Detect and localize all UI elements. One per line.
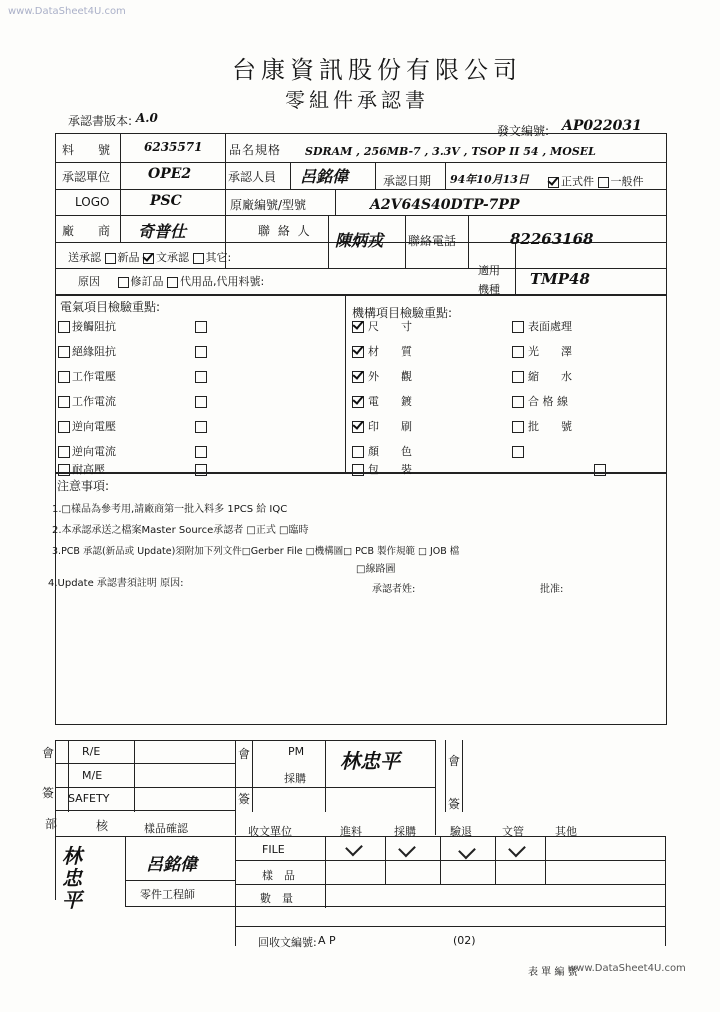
receive-unit-label: 收文單位 bbox=[248, 825, 292, 838]
part-number-label: 料 號 bbox=[62, 143, 111, 157]
other-label: 其它: bbox=[205, 251, 232, 264]
mechanical-checkbox[interactable] bbox=[352, 346, 364, 358]
type-options bbox=[548, 173, 644, 189]
electrical-checkbox[interactable] bbox=[58, 464, 70, 476]
original-part-label: 原廠編號/型號 bbox=[230, 198, 307, 212]
note-4: 4.Update 承認書須註明 原因: bbox=[48, 578, 184, 589]
approval-date-label: 承認日期 bbox=[383, 174, 432, 188]
electrical-title: 電氣項目檢驗重點: bbox=[60, 300, 161, 314]
approval-date-value: 94年10月13日 bbox=[450, 173, 529, 186]
footer-site: www.DataSheet4U.com bbox=[568, 963, 686, 974]
mechanical-item-label-2: 縮 水 bbox=[528, 370, 572, 383]
general-checkbox[interactable] bbox=[598, 177, 609, 188]
safety-label: SAFETY bbox=[68, 792, 110, 805]
electrical-result-checkbox[interactable] bbox=[195, 464, 207, 476]
mechanical-checkbox[interactable] bbox=[352, 321, 364, 333]
mechanical-item-label: 包 裝 bbox=[368, 463, 412, 476]
logo-label: LOGO bbox=[75, 195, 110, 209]
new-checkbox[interactable] bbox=[105, 253, 116, 264]
phone-value: 82263168 bbox=[510, 230, 594, 248]
engineer-title: 零件工程師 bbox=[140, 888, 195, 901]
other-checkbox[interactable] bbox=[193, 253, 204, 264]
electrical-result-checkbox[interactable] bbox=[195, 321, 207, 333]
electrical-checkbox[interactable] bbox=[58, 446, 70, 458]
phone-label: 聯絡電話 bbox=[408, 234, 457, 248]
hui-label-left: 會 bbox=[42, 746, 55, 760]
re-label: R/E bbox=[82, 745, 101, 758]
change-label: 文承認 bbox=[156, 251, 189, 264]
electrical-item-label: 逆向電流 bbox=[72, 445, 116, 458]
mechanical-checkbox-2[interactable] bbox=[512, 371, 524, 383]
electrical-result-checkbox[interactable] bbox=[195, 421, 207, 433]
part-number-value: 6235571 bbox=[144, 140, 203, 154]
mechanical-title: 機構項目檢驗重點: bbox=[352, 306, 453, 320]
mechanical-item-label: 尺 寸 bbox=[368, 320, 412, 333]
notes-title: 注意事項: bbox=[57, 479, 110, 493]
check-label: 核 bbox=[96, 819, 109, 833]
version-label: 承認書版本: bbox=[68, 114, 133, 128]
document-title: 零組件承認書 bbox=[285, 88, 429, 112]
new-label: 新品 bbox=[117, 251, 140, 264]
note-1: 1.□樣品為參考用,請廠商第一批入料多 1PCS 給 IQC bbox=[52, 504, 288, 515]
pm-signature: 林忠平 bbox=[340, 749, 400, 773]
modified-label: 修訂品 bbox=[130, 275, 164, 288]
reject-check-mark bbox=[458, 842, 476, 860]
substitute-checkbox[interactable] bbox=[167, 277, 178, 288]
modified-checkbox[interactable] bbox=[118, 277, 129, 288]
spec-value: SDRAM , 256MB-7 , 3.3V , TSOP II 54 , MOSEL bbox=[305, 145, 596, 158]
col-reject: 驗退 bbox=[450, 825, 472, 838]
mechanical-checkbox[interactable] bbox=[352, 396, 364, 408]
engineer-signature: 呂銘偉 bbox=[146, 855, 197, 875]
doc-check-mark bbox=[508, 840, 526, 858]
mechanical-item-label-2: 光 澤 bbox=[528, 345, 572, 358]
footer-form-no: 表 單 編 號 bbox=[528, 967, 578, 978]
electrical-item-label: 耐高壓 bbox=[72, 463, 105, 476]
electrical-checkbox[interactable] bbox=[58, 346, 70, 358]
electrical-result-checkbox[interactable] bbox=[195, 346, 207, 358]
vendor-label: 廠 商 bbox=[62, 224, 111, 238]
mechanical-item-label: 電 鍍 bbox=[368, 395, 412, 408]
mechanical-item-label-2: 批 號 bbox=[528, 420, 572, 433]
electrical-item-label: 絕緣阻抗 bbox=[72, 345, 116, 358]
qty-label: 數 量 bbox=[260, 892, 293, 905]
pm-label: PM bbox=[288, 745, 305, 758]
mechanical-checkbox-2[interactable] bbox=[512, 346, 524, 358]
electrical-checkbox[interactable] bbox=[58, 421, 70, 433]
approver-value: 呂銘偉 bbox=[300, 167, 349, 186]
apply-label-1: 適用 bbox=[478, 264, 500, 277]
note-4-owner: 承認者姓: bbox=[372, 584, 416, 595]
receive-doc-value: A P bbox=[318, 934, 336, 947]
mechanical-item-label: 顏 色 bbox=[368, 445, 412, 458]
electrical-result-checkbox[interactable] bbox=[195, 371, 207, 383]
watermark: www.DataSheet4U.com bbox=[8, 6, 126, 17]
dept-label: 部 bbox=[45, 817, 58, 831]
original-part-value: A2V64S40DTP-7PP bbox=[370, 197, 520, 213]
apply-label-2: 機種 bbox=[478, 283, 500, 296]
mechanical-item-label: 材 質 bbox=[368, 345, 412, 358]
electrical-checkbox[interactable] bbox=[58, 371, 70, 383]
apply-value: TMP48 bbox=[530, 270, 590, 288]
qian-label-mid: 簽 bbox=[238, 792, 251, 806]
note-4-approve: 批准: bbox=[540, 584, 564, 595]
col-import: 進料 bbox=[340, 825, 362, 838]
mechanical-checkbox-2[interactable] bbox=[512, 446, 524, 458]
spec-label: 品名規格 bbox=[229, 143, 282, 157]
approval-unit-value: OPE2 bbox=[148, 166, 192, 182]
me-label: M/E bbox=[82, 769, 103, 782]
electrical-result-checkbox[interactable] bbox=[195, 396, 207, 408]
electrical-result-checkbox[interactable] bbox=[195, 446, 207, 458]
mechanical-item-label: 印 刷 bbox=[368, 420, 412, 433]
version-value: A.0 bbox=[136, 111, 158, 125]
approver-label: 承認人員 bbox=[228, 170, 277, 184]
file-label: FILE bbox=[262, 843, 285, 856]
import-check-mark bbox=[345, 839, 363, 857]
sample-confirm-label: 樣品確認 bbox=[144, 822, 188, 835]
electrical-checkbox[interactable] bbox=[58, 396, 70, 408]
col-doc: 文管 bbox=[502, 825, 524, 838]
hui-label-mid: 會 bbox=[238, 747, 251, 761]
hui-label-right: 會 bbox=[448, 754, 461, 768]
reason-label: 原因 bbox=[78, 275, 100, 288]
qian-label-right: 簽 bbox=[448, 797, 461, 811]
mechanical-item-label-2: 合 格 線 bbox=[528, 395, 568, 408]
formal-label: 正式件 bbox=[561, 175, 594, 188]
qian-label-left: 簽 bbox=[42, 786, 55, 800]
mechanical-checkbox-2[interactable] bbox=[512, 396, 524, 408]
electrical-item-label: 接觸阻抗 bbox=[72, 320, 116, 333]
sample2-label: 樣 品 bbox=[262, 869, 295, 882]
col-material: 採購 bbox=[394, 825, 416, 838]
col-other: 其他 bbox=[555, 825, 577, 838]
note-3b: □線路圖 bbox=[356, 564, 396, 575]
electrical-item-label: 逆向電壓 bbox=[72, 420, 116, 433]
notice-row bbox=[68, 249, 231, 265]
mechanical-item-label: 外 觀 bbox=[368, 370, 412, 383]
mechanical-checkbox-2[interactable] bbox=[512, 421, 524, 433]
mechanical-checkbox[interactable] bbox=[352, 446, 364, 458]
logo-value: PSC bbox=[150, 193, 182, 209]
mechanical-checkbox-3[interactable] bbox=[594, 464, 606, 476]
note-3: 3.PCB 承認(新品或 Update)須附加下列文件□Gerber File □機構圖□ PCB 製作規範 □ JOB 檔 bbox=[52, 546, 460, 557]
contact-label: 聯 絡 人 bbox=[258, 224, 312, 238]
reason-row bbox=[78, 273, 264, 289]
receive-doc-label: 回收文編號: bbox=[258, 936, 317, 949]
mechanical-checkbox[interactable] bbox=[352, 464, 364, 476]
doc-number-value: AP022031 bbox=[562, 118, 642, 134]
note-2: 2.本承認承送之檔案Master Source承認者 □正式 □臨時 bbox=[52, 525, 309, 536]
change-checkbox[interactable] bbox=[143, 253, 154, 264]
substitute-label: 代用品,代用料號: bbox=[180, 275, 265, 288]
general-label: 一般件 bbox=[610, 175, 644, 188]
formal-checkbox[interactable] bbox=[548, 177, 559, 188]
mechanical-item-label-2: 表面處理 bbox=[528, 320, 572, 333]
mechanical-checkbox[interactable] bbox=[352, 421, 364, 433]
approval-unit-label: 承認單位 bbox=[62, 170, 111, 184]
doc-number-label: 發文編號: bbox=[497, 124, 550, 138]
mechanical-checkbox-2[interactable] bbox=[512, 321, 524, 333]
receive-doc-suffix: (02) bbox=[453, 934, 476, 947]
notice-label: 送承認 bbox=[68, 251, 101, 264]
electrical-checkbox[interactable] bbox=[58, 321, 70, 333]
left-signature: 林忠平 bbox=[62, 844, 82, 912]
vendor-value: 奇普仕 bbox=[138, 222, 187, 241]
company-title: 台康資訊股份有限公司 bbox=[232, 56, 522, 84]
contact-value: 陳炳戎 bbox=[335, 231, 384, 250]
purchase-label: 採購 bbox=[284, 772, 306, 785]
mechanical-checkbox[interactable] bbox=[352, 371, 364, 383]
electrical-item-label: 工作電壓 bbox=[72, 370, 116, 383]
material-check-mark bbox=[398, 840, 416, 858]
electrical-item-label: 工作電流 bbox=[72, 395, 116, 408]
